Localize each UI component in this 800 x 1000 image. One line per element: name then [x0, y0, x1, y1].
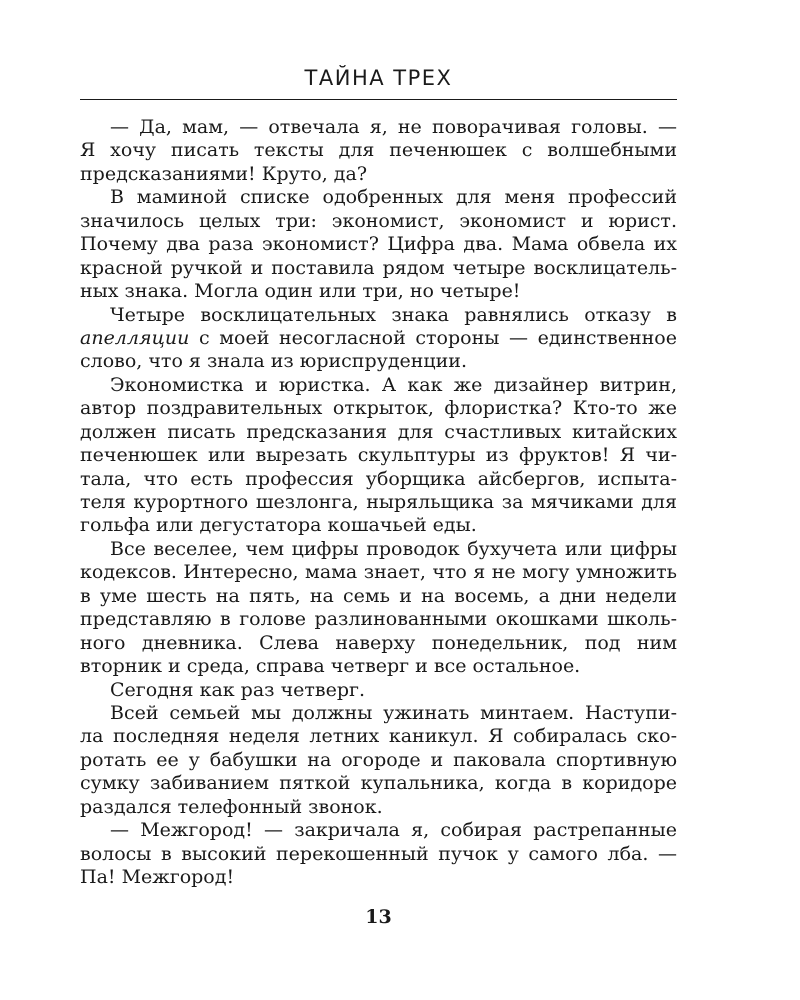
text-line: тала, что есть профессия уборщика айсбергов, испыта- [80, 467, 677, 490]
text-line: Почему два раза экономист? Цифра два. Мама обвела их [80, 233, 677, 256]
text-line: Па! Межгород! [80, 866, 235, 888]
text-line: В маминой списке одобренных для меня профессий [110, 186, 677, 209]
text-line: сумку забиванием пяткой купальника, когда в коридоре [80, 772, 677, 795]
text-line: должен писать предсказания для счастливых китайских [80, 420, 677, 443]
text-line: значилось целых три: экономист, экономист и юрист. [80, 209, 677, 232]
text-line: раздался телефонный звонок. [80, 795, 383, 818]
header-rule [80, 99, 677, 100]
text-line: в уме шесть на пять, на семь и на восемь, а дни недели [80, 584, 677, 607]
italic-word: апелляции [80, 326, 190, 349]
text-line: ла последняя неделя летних каникул. Я собиралась ско- [80, 725, 677, 748]
text-line: — Межгород! — закричала я, собирая растрепанные [110, 819, 677, 842]
text-line: красной ручкой и поставила рядом четыре восклицатель- [80, 256, 677, 279]
text-line: слово, что я знала из юриспруденции. [80, 350, 468, 373]
text-line: ного дневника. Слева наверху понедельник, под ним [80, 631, 677, 654]
text-line: ротать ее у бабушки на огороде и паковала спортивную [80, 748, 677, 771]
text-line: Четыре восклицательных знака равнялись отказу в [110, 303, 677, 326]
text-line-with-italic [80, 327, 677, 350]
page-number: 13 [365, 906, 392, 928]
text-line: Всей семьей мы должны ужинать минтаем. Наступи- [110, 701, 677, 724]
text-line: печенюшек или вырезать скульптуры из фруктов! Я чи- [80, 444, 677, 467]
text-line: предсказаниями! Круто, да? [80, 162, 368, 185]
text-line: кодексов. Интересно, мама знает, что я не могу умножить [80, 561, 677, 584]
text-line: волосы в высокий перекошенный пучок у самого лба. — [80, 842, 677, 865]
text-line: — Да, мам, — отвечала я, не поворачивая головы. — [110, 116, 677, 138]
body-text [80, 116, 677, 889]
text-line-rest: с моей несогласной стороны — единственное [198, 326, 677, 349]
running-head-title: ТАЙНА ТРЕХ [304, 66, 453, 90]
text-line: Сегодня как раз четверг. [110, 678, 365, 701]
text-line: автор поздравительных открыток, флористка? Кто-то же [80, 397, 677, 420]
text-line: Я хочу писать тексты для печенюшек с волшебными [80, 139, 677, 162]
text-line: Экономистка и юристка. А как же дизайнер витрин, [110, 373, 677, 396]
text-line: теля курортного шезлонга, ныряльщика за мячиками для [80, 491, 677, 513]
text-line: гольфа или дегустатора кошачьей еды. [80, 514, 477, 537]
text-line: представляю в голове разлинованными окошками школь- [80, 608, 677, 631]
text-line: Все веселее, чем цифры проводок бухучета или цифры [110, 537, 677, 560]
text-line: вторник и среда, справа четверг и все остальное. [80, 655, 581, 678]
text-line: ных знака. Могла один или три, но четыре! [80, 280, 521, 303]
